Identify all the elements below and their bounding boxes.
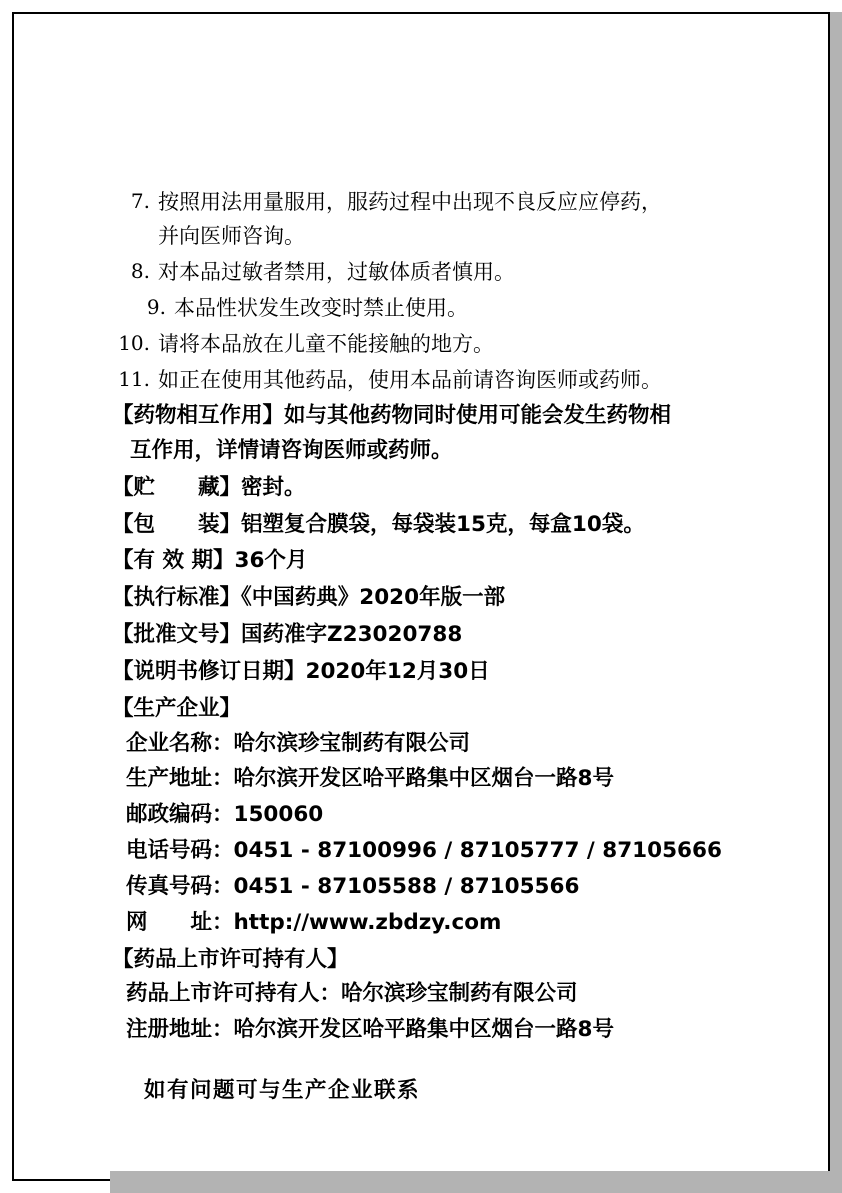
list-item [112,291,752,325]
list-item [112,327,752,361]
list-item-number: 9. [146,295,166,320]
manufacturer-fax: 传真号码：0451 - 87105588 / 87105566 [126,873,580,899]
section-manufacturer [112,692,752,941]
section-approval-number [112,618,752,653]
scan-shadow-right [830,12,842,1193]
section-value: 国药准字Z23020788 [241,622,463,648]
section-label: 【药品上市许可持有人】 [112,946,349,972]
manufacturer-postcode: 邮政编码：150060 [126,802,324,828]
section-packaging [112,508,752,543]
list-item-text: 请将本品放在儿童不能接触的地方。 [158,332,494,357]
list-item [112,363,752,397]
list-item-text: 如正在使用其他药品，使用本品前请咨询医师或药师。 [158,368,662,393]
manufacturer-address: 生产地址：哈尔滨开发区哈平路集中区烟台一路8号 [126,766,614,792]
section-value-continued: 互作用，详情请咨询医师或药师。 [130,437,453,463]
section-value: 密封。 [241,474,306,500]
list-item [112,255,752,289]
section-label: 【批准文号】 [112,622,242,648]
list-item-text: 对本品过敏者禁用，过敏体质者慎用。 [158,260,515,285]
leaflet-content [112,185,752,1109]
section-label: 【执行标准】 [112,585,242,611]
section-storage [112,471,752,506]
section-label: 【药物相互作用】 [112,403,285,429]
section-value: 铝塑复合膜袋，每袋装15克，每盒10袋。 [241,511,645,537]
list-item-number: 7. [130,189,150,213]
section-label: 【生产企业】 [112,695,242,721]
scan-shadow-bottom [110,1171,842,1193]
section-label: 【有 效 期】 [112,548,235,574]
section-value: 如与其他药物同时使用可能会发生药物相 [284,403,672,429]
list-item-number: 10. [118,331,150,356]
section-standard [112,581,752,616]
section-value: 36个月 [234,548,308,574]
section-shelf-life [112,544,752,579]
section-value: 2020年12月30日 [305,658,490,684]
section-license-holder [112,943,752,1048]
section-value: 《中国药典》2020年版一部 [241,585,506,611]
license-holder-address: 注册地址：哈尔滨开发区哈平路集中区烟台一路8号 [126,1017,614,1043]
list-item-number: 11. [118,367,150,392]
section-label: 【说明书修订日期】 [112,658,306,684]
list-item-number: 8. [130,259,150,284]
list-item [112,185,752,253]
footer-note: 如有问题可与生产企业联系 [144,1078,421,1103]
license-holder-name: 药品上市许可持有人：哈尔滨珍宝制药有限公司 [126,981,578,1007]
manufacturer-website: 网 址：http://www.zbdzy.com [126,909,502,935]
section-label: 【包 装】 [112,511,242,537]
list-item-text: 按照用法用量服用，服药过程中出现不良反应应停药， 并向医师咨询。 [158,190,662,249]
section-revision-date [112,655,752,690]
section-label: 【贮 藏】 [112,474,242,500]
manufacturer-phone: 电话号码：0451 - 87100996 / 87105777 / 87105666 [126,838,722,864]
manufacturer-name: 企业名称：哈尔滨珍宝制药有限公司 [126,730,471,756]
section-drug-interaction [112,399,752,469]
list-item-text: 本品性状发生改变时禁止使用。 [174,296,468,321]
